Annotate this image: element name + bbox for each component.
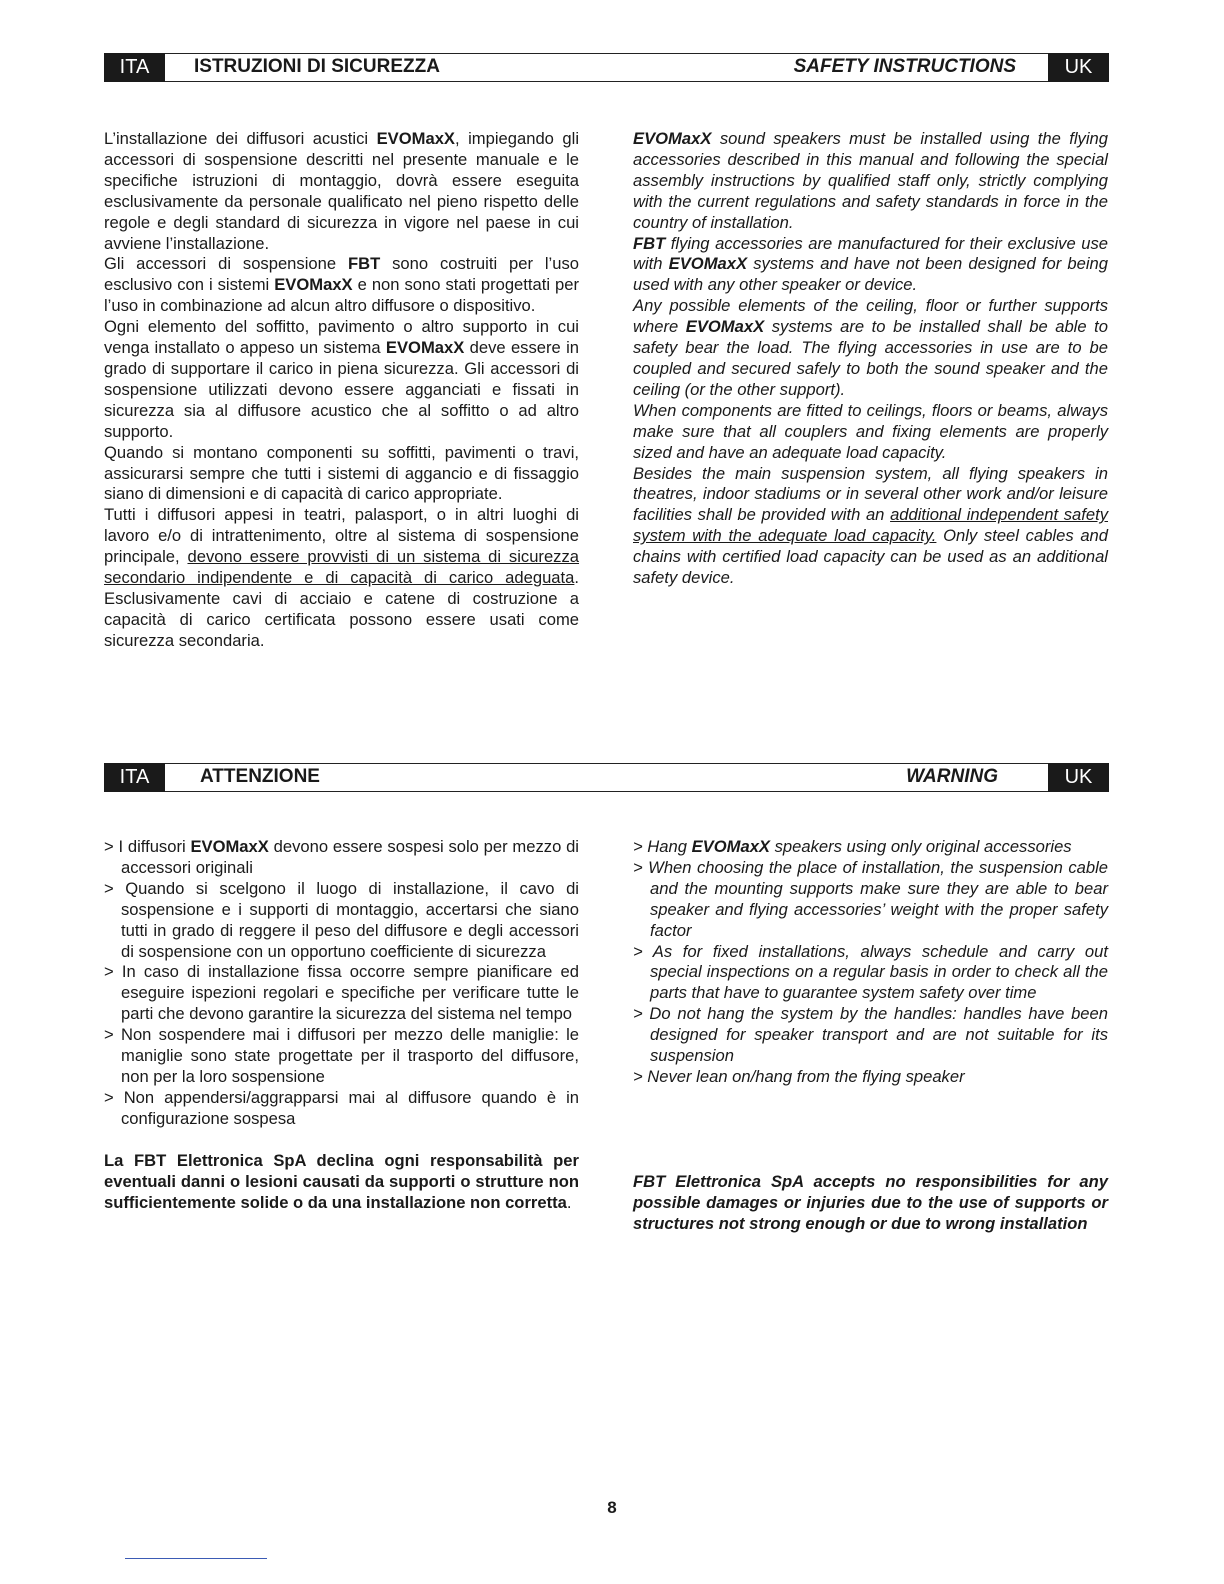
paragraph: EVOMaxX sound speakers must be installed using the flying accessories described in this manual and following the special assembly instructions by qualified staff only, strictly complying with the current regulations and safety standards in force in the country of installation. <box>633 129 1108 232</box>
list-item: > Quando si scelgono il luogo di installazione, il cavo di sospensione e i supporti di montaggio, accertarsi che siano tutti in grado di reggere il peso del diffusore e degli accessori di sospensione con un opportuno coefficiente di sicurezza <box>104 878 579 961</box>
lang-tag-uk: UK <box>1048 53 1109 82</box>
paragraph: FBT flying accessories are manufactured for their exclusive use with EVOMaxX systems and have not been designed for being used with any other speaker or device. <box>633 233 1108 295</box>
lang-tag-ita: ITA <box>104 53 165 82</box>
paragraph: Besides the main suspension system, all flying speakers in theatres, indoor stadiums or in several other work and/or leisure facilities shall be provided with an additional independent safety system with the adequate load capacity. Only steel cables and chains with certified load capacity can be used as an additional safety device. <box>633 463 1109 588</box>
section-title-ita: ISTRUZIONI DI SICUREZZA <box>194 56 440 77</box>
warning-text-uk <box>633 837 1108 1235</box>
list-item: > Never lean on/hang from the flying speaker <box>633 1066 965 1086</box>
safety-text-ita <box>104 129 579 652</box>
warning-list <box>633 837 1108 1088</box>
warning-list <box>104 837 579 1130</box>
warning-text-ita <box>104 837 579 1213</box>
footer-divider <box>125 1558 267 1559</box>
section-title-uk: SAFETY INSTRUCTIONS <box>793 56 1016 77</box>
paragraph: Any possible elements of the ceiling, floor or further supports where EVOMaxX systems are to be installed shall be able to safety bear the load. The flying accessories in use are to be coupled and secured safely to both the sound speaker and the ceiling (or the other support). <box>633 296 1108 399</box>
safety-text-uk <box>633 129 1108 589</box>
list-item: > When choosing the place of installation, the suspension cable and the mounting supports make sure they are able to bear speaker and flying accessories’ weight with the proper safety factor <box>633 857 1108 940</box>
warning-header-bar <box>104 763 1109 792</box>
section-title-ita: ATTENZIONE <box>200 766 320 787</box>
paragraph: L’installazione dei diffusori acustici EVOMaxX, impiegando gli accessori di sospensione descritti nel presente manuale e le specifiche istruzioni di montaggio, dovrà essere eseguita esclusivamente da personale qualificato nel pieno rispetto delle regole e degli standard di sicurezza in vigore nel paese in cui avviene l’installazione. <box>104 129 580 253</box>
paragraph: Gli accessori di sospensione FBT sono costruiti per l’uso esclusivo con i sistemi EVOMaxX e non sono stati progettati per l’uso in combinazione ad alcun altro diffusore o dispositivo. <box>104 254 579 316</box>
list-item: > Hang EVOMaxX speakers using only original accessories <box>633 837 1072 856</box>
paragraph: Quando si montano componenti su soffitti, pavimenti o travi, assicurarsi sempre che tutti i sistemi di aggancio e di fissaggio siano di dimensioni e di capacità di carico appropriate. <box>104 442 579 504</box>
disclaimer: La FBT Elettronica SpA declina ogni responsabilità per eventuali danni o lesioni causati da supporti o strutture non sufficientemente solide o da una installazione non corretta. <box>104 1150 579 1212</box>
section-title-uk: WARNING <box>906 766 998 787</box>
paragraph: Tutti i diffusori appesi in teatri, palasport, o in altri luoghi di lavoro e/o di intrattenimento, oltre al sistema di sospensione principale, devono essere provvisti di un sistema di sicurezza secondario indipendente e di capacità di carico adeguata. Esclusivamente cavi di acciaio e catene di costruzione a capacità di carico certificata possono essere usati come sicurezza secondaria. <box>104 505 580 650</box>
list-item: > Non appendersi/aggrapparsi mai al diffusore quando è in configurazione sospesa <box>104 1087 579 1128</box>
list-item: > As for fixed installations, always schedule and carry out special inspections on a regular basis in order to check all the parts that have to guarantee system safety over time <box>633 941 1108 1003</box>
lang-tag-ita: ITA <box>104 763 165 792</box>
paragraph: When components are fitted to ceilings, floors or beams, always make sure that all couplers and fixing elements are properly sized and have an adequate load capacity. <box>633 400 1108 462</box>
lang-tag-uk: UK <box>1048 763 1109 792</box>
list-item: > Non sospendere mai i diffusori per mezzo delle maniglie: le maniglie sono state progettate per il trasporto del diffusore, non per la loro sospensione <box>104 1025 579 1086</box>
list-item: > In caso di installazione fissa occorre sempre pianificare ed eseguire ispezioni regolari e specifiche per verificare tutte le parti che devono garantire la sicurezza del sistema nel tempo <box>104 962 579 1024</box>
list-item: > I diffusori EVOMaxX devono essere sospesi solo per mezzo di accessori originali <box>104 837 579 877</box>
page-number: 8 <box>607 1498 617 1517</box>
safety-header-bar <box>104 53 1109 82</box>
disclaimer: FBT Elettronica SpA accepts no responsibilities for any possible damages or injuries due to the use of supports or structures not strong enough or due to wrong installation <box>633 1171 1108 1233</box>
paragraph: Ogni elemento del soffitto, pavimento o altro supporto in cui venga installato o appeso un sistema EVOMaxX deve essere in grado di supportare il carico in piena sicurezza. Gli accessori di sospensione utilizzati devono essere agganciati e fissati in sicurezza sia al diffusore acustico che al soffitto o ad altro supporto. <box>104 317 579 441</box>
list-item: > Do not hang the system by the handles: handles have been designed for speaker transport and are not suitable for its suspension <box>633 1004 1108 1066</box>
